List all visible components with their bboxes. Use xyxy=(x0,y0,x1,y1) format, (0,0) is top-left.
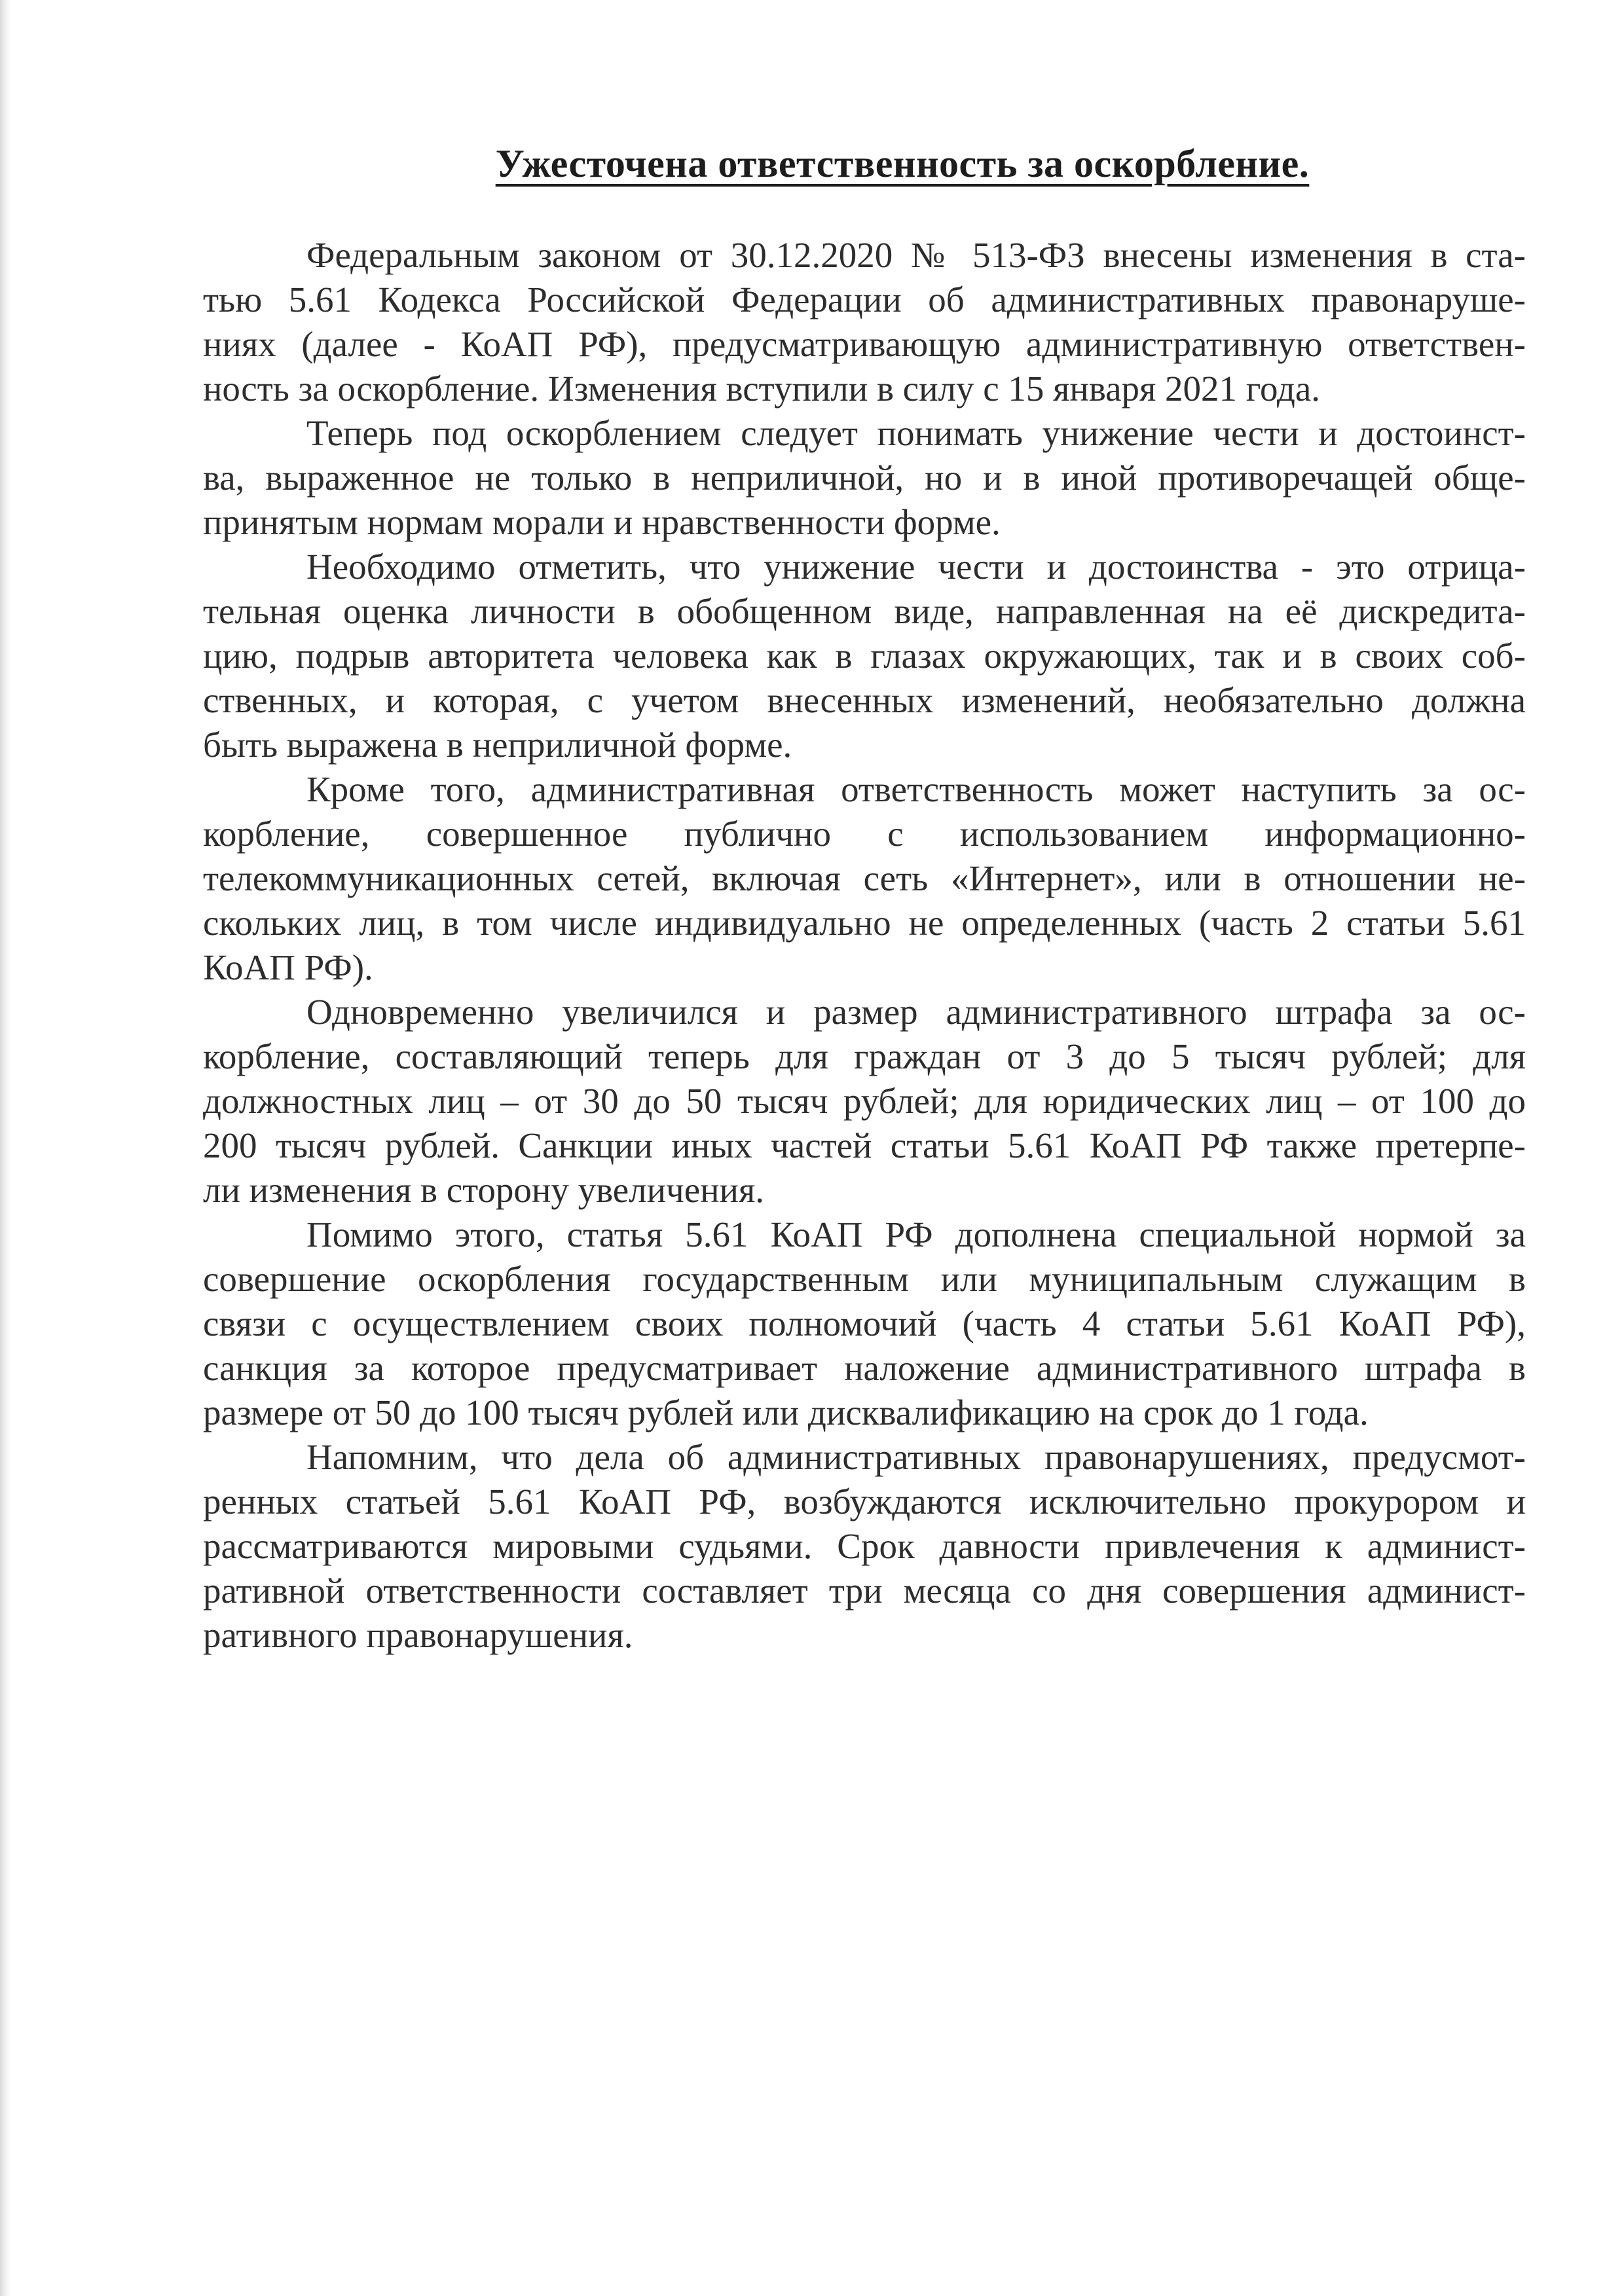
text-line: Напомним, что дела об административных правонарушениях, предусмот- xyxy=(306,1437,1526,1477)
text-line: Необходимо отметить, что унижение чести и достоинства - это отрица- xyxy=(306,547,1526,587)
text-line: телекоммуникационных сетей, включая сеть «Интернет», или в отношении не- xyxy=(203,858,1526,898)
text-line: ративной ответственности составляет три месяца со дня совершения админист- xyxy=(203,1571,1526,1611)
text-line: санкция за которое предусматривает наложение административного штрафа в xyxy=(203,1348,1526,1388)
text-line: корбление, составляющий теперь для граждан от 3 до 5 тысяч рублей; для xyxy=(203,1036,1526,1076)
text-line: скольких лиц, в том числе индивидуально не определенных (часть 2 статьи 5.61 xyxy=(203,903,1526,943)
text-line: Теперь под оскорблением следует понимать унижение чести и достоинст- xyxy=(306,413,1526,453)
paragraph xyxy=(203,990,1526,1212)
text-line: КоАП РФ). xyxy=(203,947,373,987)
text-line: размере от 50 до 100 тысяч рублей или дисквалификацию на срок до 1 года. xyxy=(203,1393,1369,1432)
document-title xyxy=(241,141,1564,187)
text-line: ниях (далее - КоАП РФ), предусматривающую административную ответствен- xyxy=(203,324,1526,364)
text-line: цию, подрыв авторитета человека как в глазах окружающих, так и в своих соб- xyxy=(203,636,1526,676)
scan-edge-artifact xyxy=(0,0,10,2296)
text-line: быть выражена в неприличной форме. xyxy=(203,725,792,765)
text-line: связи с осуществлением своих полномочий (часть 4 статьи 5.61 КоАП РФ), xyxy=(203,1303,1526,1343)
text-line: 200 тысяч рублей. Санкции иных частей статьи 5.61 КоАП РФ также претерпе- xyxy=(203,1125,1526,1165)
text-line: ва, выраженное не только в неприличной, но и в иной противоречащей обще- xyxy=(203,458,1526,498)
text-line: Одновременно увеличился и размер административного штрафа за ос- xyxy=(306,992,1526,1032)
text-line: должностных лиц – от 30 до 50 тысяч рублей; для юридических лиц – от 100 до xyxy=(203,1081,1526,1121)
paragraph xyxy=(203,233,1526,411)
paragraph xyxy=(203,1212,1526,1435)
text-line: Кроме того, административная ответственность может наступить за ос- xyxy=(306,769,1526,809)
paragraph xyxy=(203,545,1526,767)
text-line: корбление, совершенное публично с использованием информационно- xyxy=(203,814,1526,854)
text-line: ли изменения в сторону увеличения. xyxy=(203,1170,765,1210)
text-line: Федеральным законом от 30.12.2020 № 513-ФЗ внесены изменения в ста- xyxy=(306,235,1526,275)
paragraph xyxy=(203,767,1526,990)
text-line: ренных статьей 5.61 КоАП РФ, возбуждаются исключительно прокурором и xyxy=(203,1482,1526,1522)
text-line: рассматриваются мировыми судьями. Срок давности привлечения к админист- xyxy=(203,1526,1526,1566)
text-line: ность за оскорбление. Изменения вступили в силу с 15 января 2021 года. xyxy=(203,369,1321,409)
document-title-text: Ужесточена ответственность за оскорбление. xyxy=(495,142,1310,185)
text-line: ственных, и которая, с учетом внесенных изменений, необязательно должна xyxy=(203,680,1526,720)
text-line: Помимо этого, статья 5.61 КоАП РФ дополнена специальной нормой за xyxy=(306,1214,1526,1254)
text-line: совершение оскорбления государственным или муниципальным служащим в xyxy=(203,1259,1526,1299)
text-line: тельная оценка личности в обобщенном виде, направленная на её дискредита- xyxy=(203,591,1526,631)
text-line: принятым нормам морали и нравственности форме. xyxy=(203,502,1001,542)
text-line: тью 5.61 Кодекса Российской Федерации об административных правонаруше- xyxy=(203,280,1526,319)
paragraph xyxy=(203,411,1526,545)
paragraph xyxy=(203,1435,1526,1658)
document-body xyxy=(203,233,1526,1658)
text-line: ративного правонарушения. xyxy=(203,1615,633,1655)
